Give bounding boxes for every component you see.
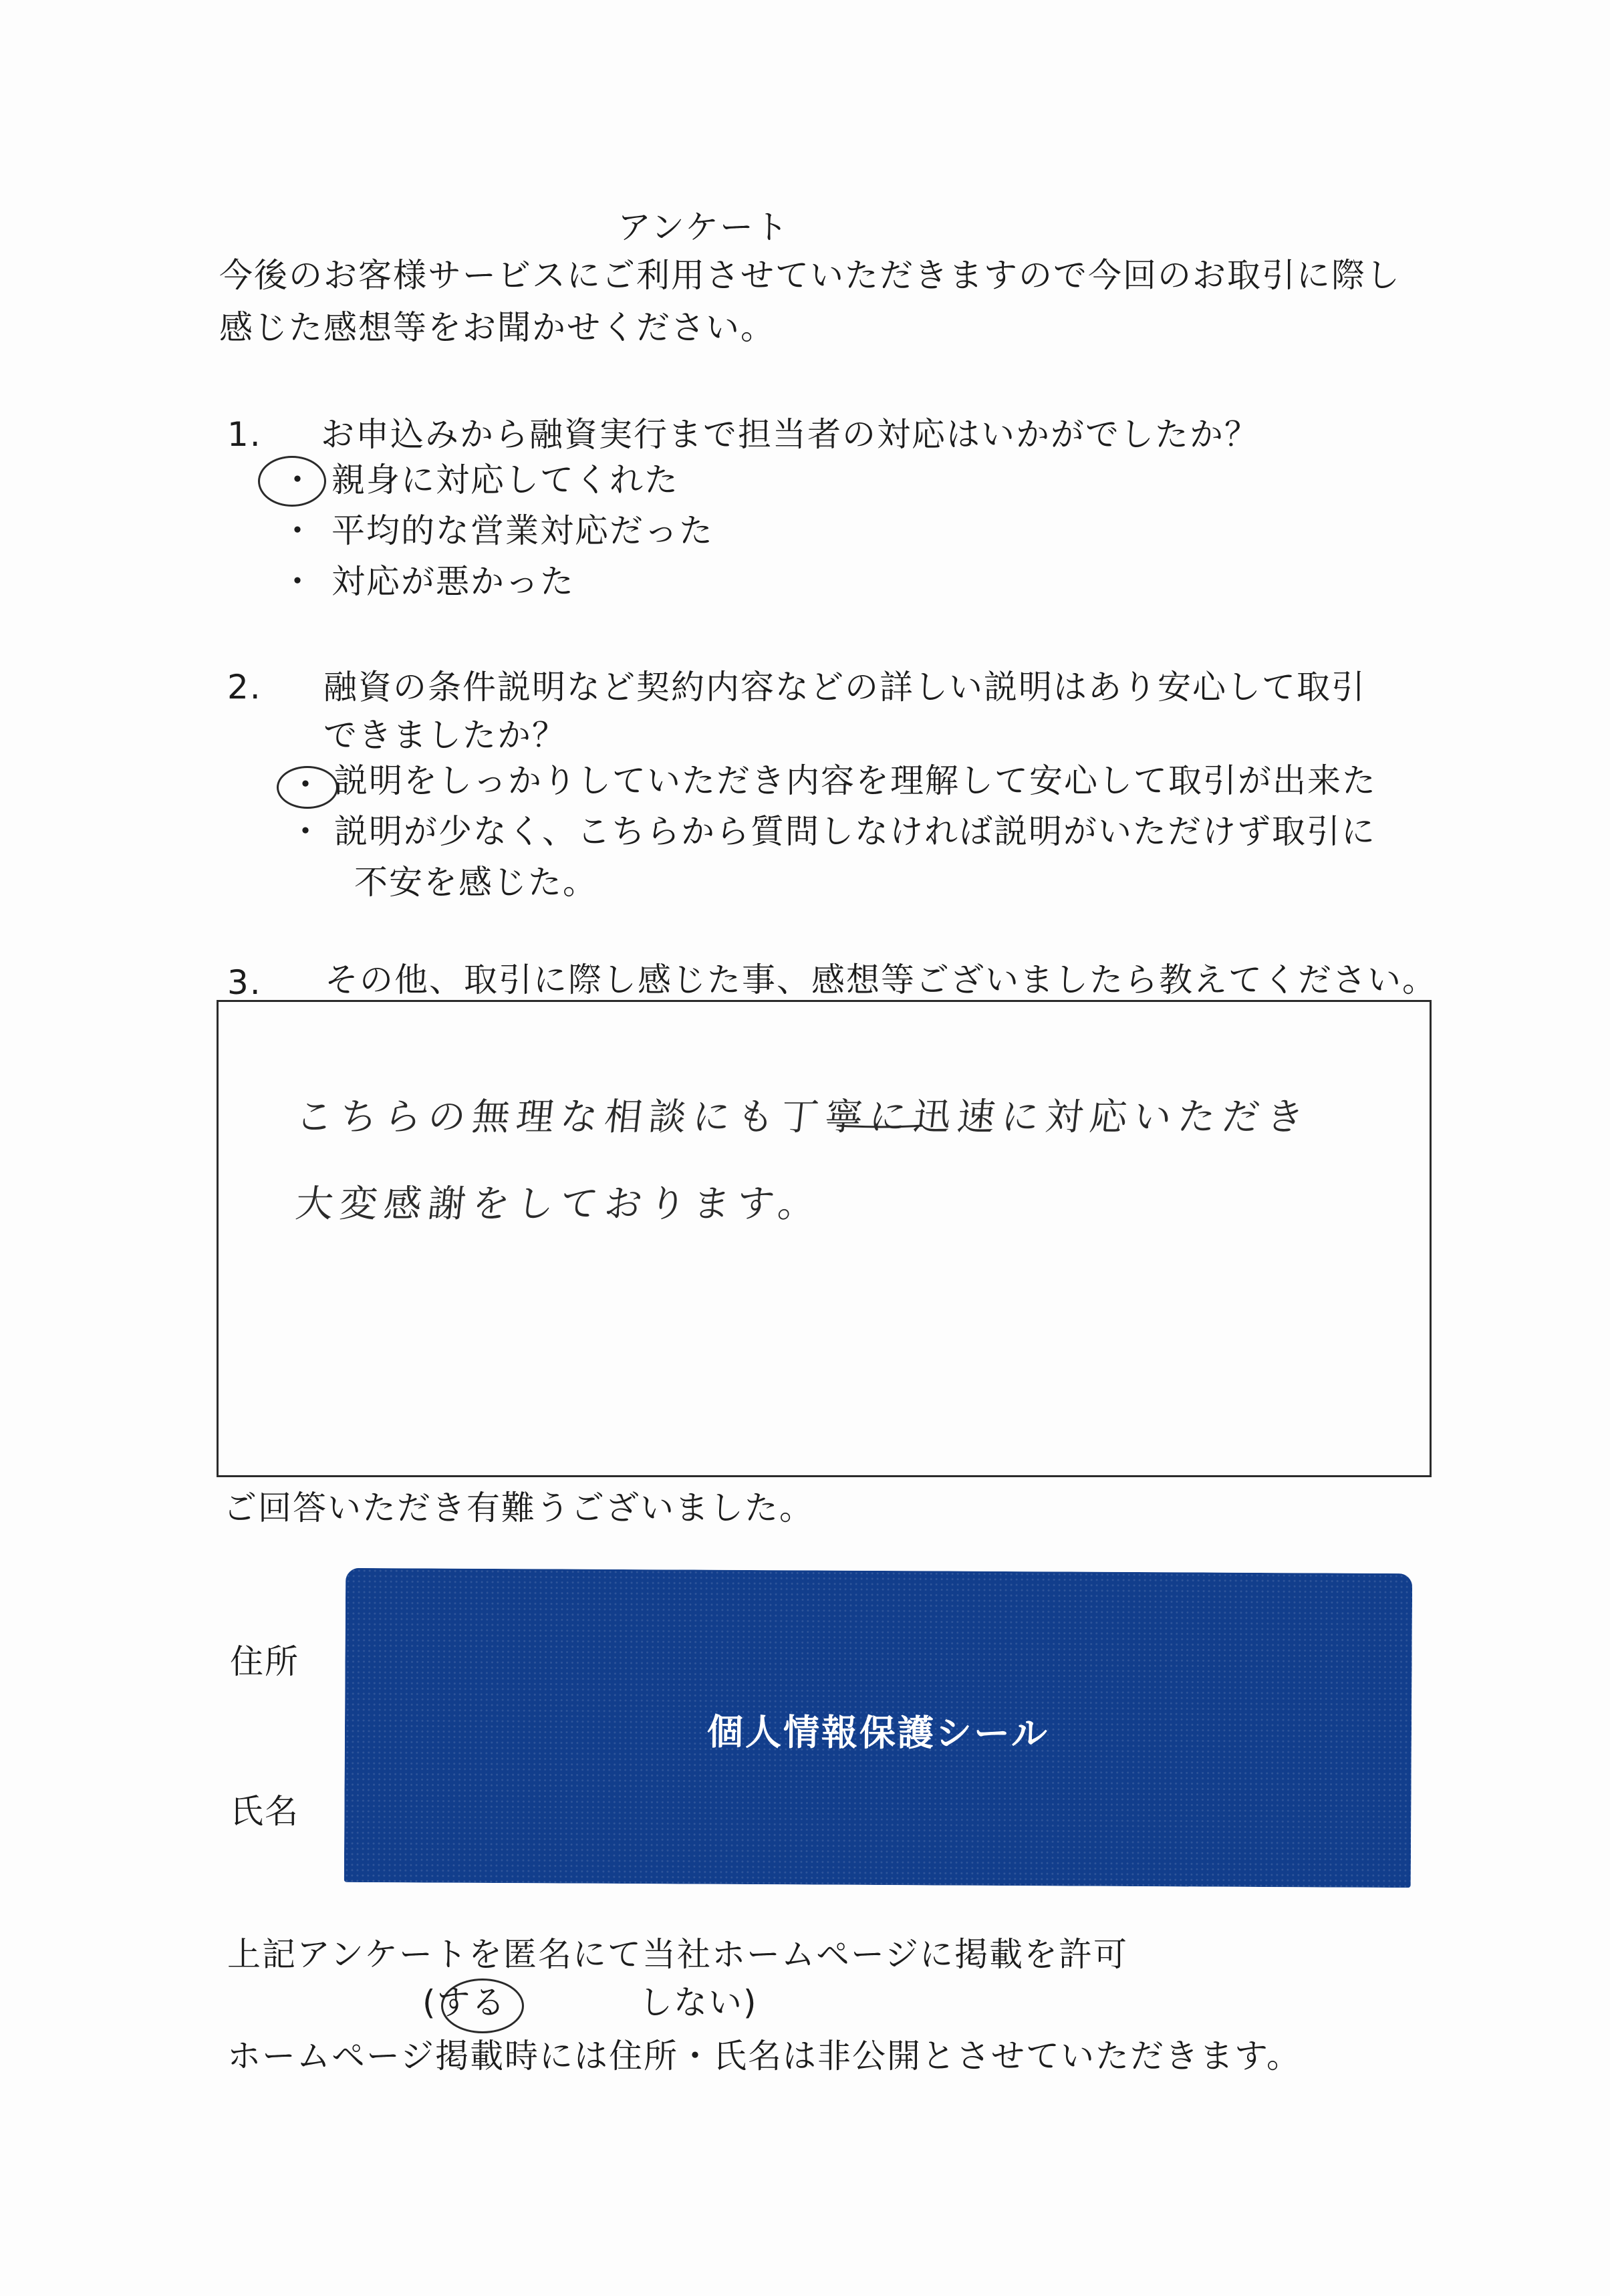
survey-title: アンケート [618, 208, 789, 247]
permission-line: 上記アンケートを匿名にて当社ホームページに掲載を許可 [227, 1935, 1128, 1974]
address-label: 住所 [230, 1642, 299, 1681]
name-label: 氏名 [230, 1792, 299, 1831]
permission-note: ホームページ掲載時には住所・氏名は非公開とさせていただきます。 [227, 2037, 1301, 2075]
comment-answer-line-2: 大変感謝をしております。 [293, 1182, 825, 1226]
permission-no-label: しない) [639, 1983, 758, 2022]
q1-option-1-bullet: ・ [281, 461, 315, 499]
underline-stroke [837, 1126, 922, 1127]
q2-option-1-label: 説明をしっかりしていただき内容を理解して安心して取引が出来た [334, 761, 1377, 800]
privacy-seal-text: 個人情報保護シール [706, 1710, 1050, 1755]
q2-text-line-1: 融資の条件説明など契約内容などの詳しい説明はあり安心して取引 [323, 668, 1366, 707]
q1-text: お申込みから融資実行まで担当者の対応はいかがでしたか？ [321, 415, 1259, 454]
permission-yes-label: (する [422, 1983, 507, 2022]
q1-option-1-label: 親身に対応してくれた [331, 461, 679, 499]
comment-answer-line-1: こちらの無理な相談にも丁寧に迅速に対応いただき [293, 1096, 1313, 1139]
q1-option-3-label: 対応が悪かった [331, 562, 575, 601]
q1-option-2-bullet: ・ [281, 511, 315, 550]
q1-option-2-label: 平均的な営業対応だった [331, 511, 714, 550]
q1-option-3-bullet: ・ [281, 562, 315, 601]
thanks-text: ご回答いただき有難うございました。 [223, 1489, 814, 1527]
q3-text: その他、取引に際し感じた事、感想等ございましたら教えてください。 [325, 961, 1437, 999]
intro-line-1: 今後のお客様サービスにご利用させていただきますので今回のお取引に際し [219, 256, 1401, 295]
q2-option-2-label: 説明が少なく、こちらから質問しなければ説明がいただけず取引に [334, 812, 1376, 851]
q2-option-2-label-cont: 不安を感じた。 [354, 863, 597, 902]
q2-option-2-bullet: ・ [289, 812, 323, 851]
q1-number: 1. [227, 415, 262, 454]
q2-text-line-2: できましたか？ [323, 716, 567, 755]
intro-line-2: 感じた感想等をお聞かせください。 [219, 308, 775, 347]
q2-number: 2. [227, 668, 262, 707]
q3-number: 3. [227, 963, 262, 1002]
q2-option-1-bullet: ・ [289, 765, 323, 804]
